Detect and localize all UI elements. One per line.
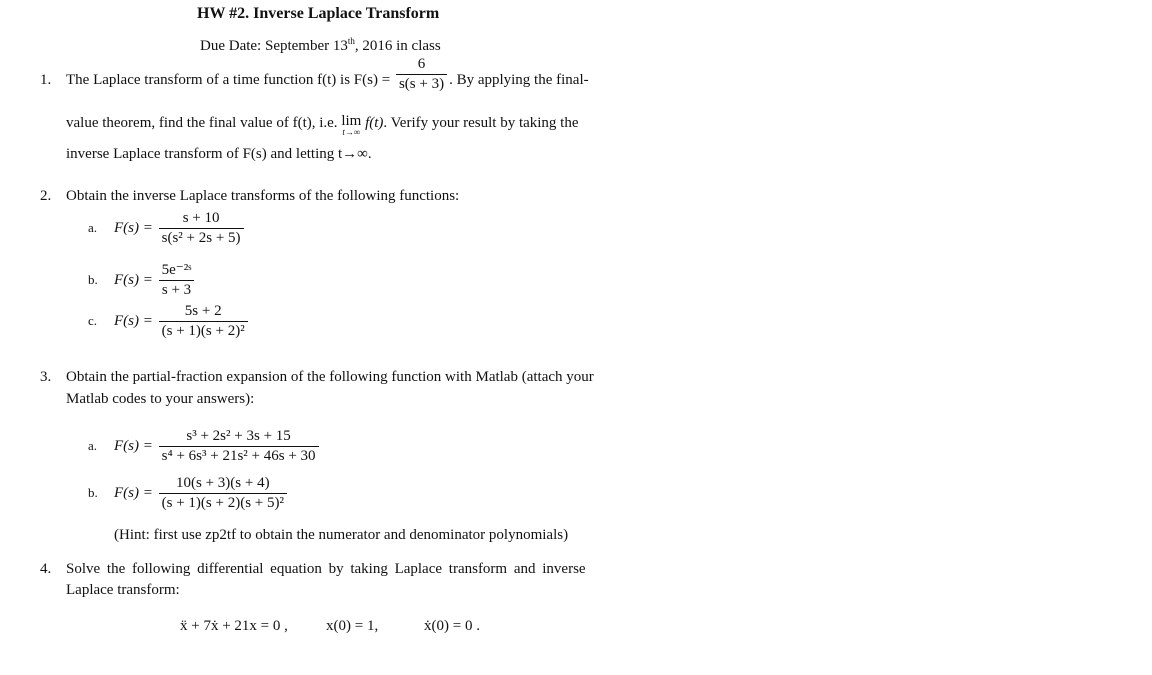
q2-number: 2. [40, 188, 52, 204]
q2-label-c: c. [88, 312, 98, 328]
q2-line [40, 187, 459, 205]
q2-item-a [88, 210, 246, 247]
q2-label-b: b. [88, 271, 98, 287]
q1-text2: value theorem, find the final value of f(t), i.e. [66, 115, 338, 131]
limit [341, 114, 361, 136]
q2-den-a: s(s² + 2s + 5) [159, 228, 244, 247]
q3-den-b: (s + 1)(s + 2)(s + 5)² [159, 493, 287, 512]
q1-text2-post: . Verify your result by taking the [383, 115, 579, 131]
q3-label-a: a. [88, 437, 98, 453]
q3-frac-b [159, 475, 287, 512]
q4-line2: Laplace transform: [66, 582, 180, 598]
lim-label: lim [341, 113, 362, 129]
due-suffix: , 2016 in class [354, 38, 441, 54]
q1-text1: The Laplace transform of a time function f(t) is F(s) = [66, 71, 391, 88]
q2-den-b: s + 3 [159, 280, 194, 299]
q3-frac-a [159, 428, 319, 465]
lim-sub: t→∞ [342, 127, 361, 137]
due-date [200, 32, 441, 55]
q3-num-b: 10(s + 3)(s + 4) [176, 475, 270, 491]
due-prefix: Due Date: September 13 [200, 38, 348, 54]
q3-lhs-a: F(s) = [114, 437, 153, 454]
q4-line1 [40, 560, 640, 578]
q1-line3: inverse Laplace transform of F(s) and letting t→∞. [66, 146, 372, 162]
q1-line1 [40, 56, 640, 93]
q1-frac-num: 6 [417, 56, 426, 72]
q3-line1 [40, 368, 594, 386]
q2-num-b: 5e⁻²ˢ [161, 262, 192, 278]
q2-num-a: s + 10 [182, 210, 220, 226]
q3-lhs-b: F(s) = [114, 484, 153, 501]
page-title: HW #2. Inverse Laplace Transform [197, 5, 440, 22]
q2-lhs-c: F(s) = [114, 312, 153, 329]
q2-lhs-a: F(s) = [114, 219, 153, 236]
q3-line2: Matlab codes to your answers): [66, 391, 255, 407]
q2-item-b [88, 262, 196, 299]
q3-num-a: s³ + 2s² + 3s + 15 [186, 428, 291, 444]
q4-eq3: ẋ(0) = 0 . [424, 618, 480, 634]
q3-hint: (Hint: first use zp2tf to obtain the numerator and denominator polynomials) [114, 527, 569, 543]
q3-den-a: s⁴ + 6s³ + 21s² + 46s + 30 [159, 446, 319, 465]
q3-number: 3. [40, 369, 52, 385]
due-sup: th [347, 36, 355, 46]
q4-number: 4. [40, 561, 52, 577]
q4-text1: Solve the following differential equation by taking Laplace transform and inverse [66, 561, 586, 577]
q2-frac-c [159, 303, 248, 340]
q1-line2 [66, 114, 579, 136]
q3-item-b [88, 475, 289, 512]
lim-fn: f(t) [365, 115, 384, 131]
q2-num-c: 5s + 2 [184, 303, 222, 319]
q4-eq2: x(0) = 1, [326, 618, 379, 634]
q2-label-a: a. [88, 219, 98, 235]
q2-item-c [88, 303, 250, 340]
q2-frac-a [159, 210, 244, 247]
q1-text1-post: . By applying the final- [449, 71, 589, 88]
q2-frac-b [159, 262, 195, 299]
q3-text1: Obtain the partial-fraction expansion of the following function with Matlab (attach your [66, 369, 594, 385]
q3-label-b: b. [88, 484, 98, 500]
q2-lhs-b: F(s) = [114, 271, 153, 288]
q1-number: 1. [40, 71, 52, 88]
q1-frac-den: s(s + 3) [396, 74, 447, 93]
q1-fraction [396, 56, 447, 93]
q4-eq1: ẍ + 7ẋ + 21x = 0 , [180, 618, 288, 634]
q3-item-a [88, 428, 321, 465]
q2-text: Obtain the inverse Laplace transforms of the following functions: [66, 188, 460, 204]
q2-den-c: (s + 1)(s + 2)² [159, 321, 248, 340]
